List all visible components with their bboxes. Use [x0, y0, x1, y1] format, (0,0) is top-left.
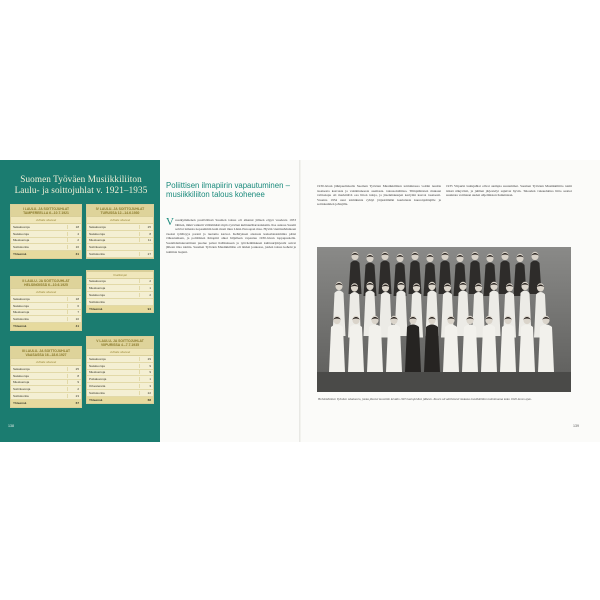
- table-row: Mieskuoroja 2: [13, 238, 79, 243]
- table-row: Sekakuoroja 2: [89, 279, 151, 284]
- table-subheading: Juhlaile ottaneet: [11, 216, 81, 224]
- table-row: Naiskuoroja 9: [89, 363, 151, 368]
- table-subheading: Juhlaile ottaneet: [87, 216, 153, 224]
- body-paragraph-right-top: 1930-luvun jälkipuoliskolla Suomen Työväen Musiikkiliiton toiminnassa voitiin nauttia tasaisesta kasvusta ja vakiintuneesta asemasta.: [317, 184, 441, 193]
- page-number-right: 139: [573, 424, 579, 428]
- body-paragraph: uosikymmenen puolivälissä Suomen talous oli alkanut jälleen elpyä vuodesta 1933 lähtien, mikä vaikutti välittömästi myös työväen kulttuuriharrastuksiin. Itse asiassa Suomi selvisi lamasta nopeammin kuin moni muu Länsi-Euroopan maa. Hyvän vientisuhdanteen vuoksi työllisyys parani ja tuotanto kasvoi. Kehityksen ansiosta kansalaistoiminta pääsi vilkastumaan, ja poliittinen ilmapiiri alkoi hiljalleen vapautua 1930-luvun loppupuolella. Sosialidemokraattinen puolue palasi hallitukseen ja työväenliikkeen kulttuurijärjestöt saivat jälleen tilaa toimia. Suomen Työväen Musiikkiliitto oli niiden joukossa, joiden talous koheni ja toiminta laajeni.: [166, 218, 296, 254]
- table-subheading: Juhlaile ottaneet: [11, 358, 81, 366]
- drop-cap: V: [166, 218, 174, 229]
- festival-table-3: [10, 346, 82, 408]
- table-row: Soittokuntia 22: [89, 390, 151, 395]
- table-row: Sekakuoroja 25: [89, 224, 151, 229]
- table-row: Naiskuoroja 8: [13, 373, 79, 378]
- table-row: Mieskuoroja 11: [89, 238, 151, 243]
- table-row: Soittokuntia 23: [13, 394, 79, 399]
- table-row: Soittokuntia 10: [13, 317, 79, 322]
- table-row: Mieskuoroja 9: [89, 370, 151, 375]
- table-row: Mieskuoroja 1: [89, 286, 151, 291]
- body-text-right-col1: [317, 184, 441, 240]
- table-heading: III LAULU- JA SOITTOJUHLAT VAASASSA 16.–18.6.1927: [11, 347, 81, 358]
- page-gutter: [299, 160, 301, 442]
- table-heading: V LAULU- JA SOITTOJUHLAT VIIPURISSA 4.–7.7.1935: [87, 337, 153, 348]
- festival-table-1: [10, 204, 82, 259]
- table-total-row: Yhteensä 41: [13, 324, 79, 329]
- table-heading: IV LAULU- JA SOITTOJUHLAT TURUSSA 12.–14.6.1930: [87, 205, 153, 216]
- festival-table-6: [86, 336, 154, 404]
- table-row: Naiskuoroja 8: [89, 231, 151, 236]
- table-row: Sekakuoroja 25: [13, 366, 79, 371]
- page-number-left: 138: [8, 424, 14, 428]
- panel-title: [6, 174, 156, 196]
- panel-title-line1: Suomen Työväen Musiikkiliiton: [20, 174, 142, 184]
- table-row: Soittokuntia: [87, 299, 153, 306]
- table-row: Soitinkuoroja 2: [13, 387, 79, 392]
- festival-table-4: [86, 204, 154, 259]
- table-total-row: Yhteensä 68: [89, 398, 151, 403]
- body-text-left: [166, 218, 296, 416]
- panel-title-line2: Laulu- ja soittojuhlat v. 1921–1935: [14, 185, 148, 195]
- table-row: Soittokuntia 27: [89, 252, 151, 257]
- table-row: Mieskuoroja 7: [13, 310, 79, 315]
- table-total-row: Yhteensä 31: [13, 252, 79, 257]
- table-subheading: Juhlaile ottaneet: [87, 348, 153, 356]
- table-total-row: Yhteensä 94: [89, 307, 151, 312]
- table-row: Mieskuoroja 9: [13, 380, 79, 385]
- group-photo-illustration: [317, 247, 571, 392]
- table-row: Soittokuntia 16: [13, 245, 79, 250]
- table-row: Naiskuoroja 4: [13, 231, 79, 236]
- table-row: Orkestereita 3: [89, 384, 151, 389]
- table-row: Sekakuoroja 18: [13, 296, 79, 301]
- table-row: Poikakuoroja 1: [89, 377, 151, 382]
- table-row: Naiskuoroja 2: [89, 293, 151, 298]
- table-subheading: Juhlaile ottaneet: [11, 288, 81, 296]
- group-photo: [317, 247, 571, 392]
- table-heading: II LAULU- JA SOITTOJUHLAT HELSINGISSÄ 6.–10.6.1925: [11, 277, 81, 288]
- photo-caption: Helsinkiläinen Työväen sekakuoro, jonka jäsenet kuvattiin kevään 1925 laulujuhlien jälkeen. Kuoro oli aktiivisesti mukana musiikkiliiton toiminnassa koko 1920-luvun ajan.: [318, 397, 532, 401]
- body-text-right-col2: 1935 Viipurin laulujuhlat olivat aiempia suuremmat. Suomen Työväen Musiikkiliitto toimi niissä näkyvästi, ja juhlien järjestelyt sujuivat hyvin. Talouden vakauduttua liitto saattoi suunnata voimiaan uuden ohjelmiston hankintaan.: [446, 184, 572, 198]
- table-row: Naiskuoroja 6: [13, 303, 79, 308]
- table-subheading: Osallistujat: [87, 271, 153, 279]
- table-row: Sekakuoroja 29: [89, 356, 151, 361]
- festival-table-5: [86, 270, 154, 313]
- body-paragraph: talousoloihinsa. Tilinpäätösten mukaan valtionapu oli merkittävä osa liiton tuloja, ja jäsenmaksujen kertymä kasvoi tasaisesti. Vuonna 1934 uusi toimikunta ryhtyi järjestämään koulutusta kuoronjohtajille ja soittokuntien johtajille.: [317, 188, 441, 207]
- festival-table-2: [10, 276, 82, 331]
- table-heading: I LAULU- JA SOITTOJUHLAT TAMPEREELLA 6.–10.7.1921: [11, 205, 81, 216]
- table-row: Soitinkuoroja: [87, 244, 153, 251]
- table-row: Sekakuoroja 18: [13, 224, 79, 229]
- chapter-headline: Poliittisen ilmapiirin vapautuminen – musiikkiliiton talous kohenee: [166, 181, 290, 199]
- table-total-row: Yhteensä 67: [13, 401, 79, 406]
